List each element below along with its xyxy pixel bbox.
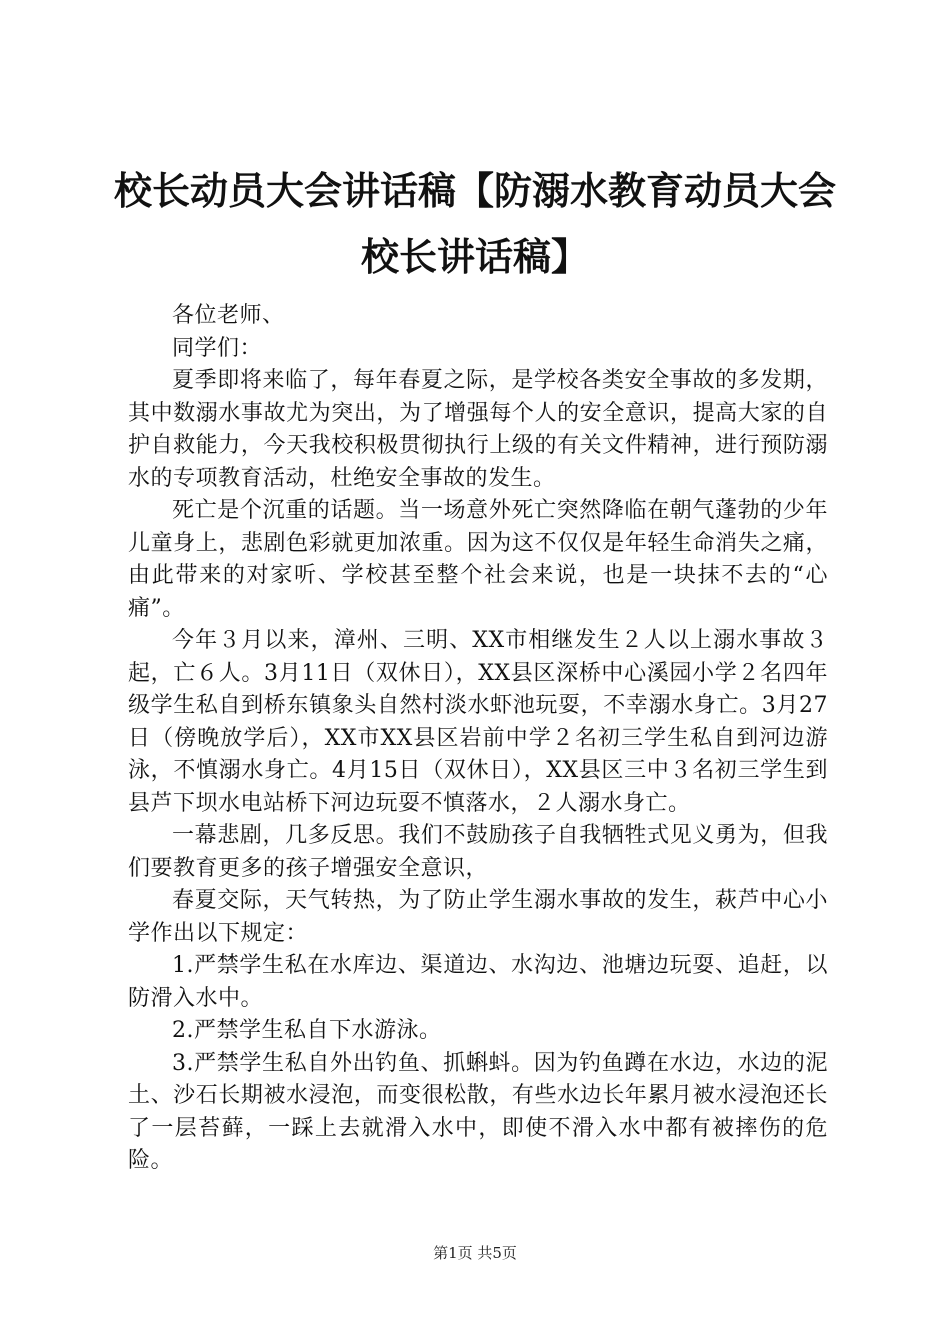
paragraph-intro: 夏季即将来临了，每年春夏之际，是学校各类安全事故的多发期，其中数溺水事故尤为突出，为了增强每个人的安全意识，提高大家的自护自救能力，今天我校积极贯彻执行上级的有关文件精神，进行预防溺水的专项教育活动，杜绝安全事故的发生。 — [128, 368, 828, 491]
rule-item-2: 2.严禁学生私自下水游泳。 — [172, 1018, 442, 1043]
paragraph-reflection: 一幕悲剧，几多反思。我们不鼓励孩子自我牺牲式见义勇为，但我们要教育更多的孩子增强安全意识， — [128, 823, 828, 881]
salutation-line-1: 各位老师、 — [172, 303, 285, 328]
document-title: 校长动员大会讲话稿【防溺水教育动员大会校长讲话稿】 — [113, 169, 836, 279]
paragraph-death: 死亡是个沉重的话题。当一场意外死亡突然降临在朝气蓬勃的少年儿童身上，悲剧色彩就更加浓重。因为这不仅仅是年轻生命消失之痛，由此带来的对家听、学校甚至整个社会来说，也是一块抹不去的“心痛”。 — [128, 498, 828, 621]
rule-item-3: 3.严禁学生私自外出钓鱼、抓蝌蚪。因为钓鱼蹲在水边，水边的泥土、沙石长期被水浸泡，而变很松散，有些水边长年累月被水浸泡还长了一层苔藓，一踩上去就滑入水中，即使不滑入水中都有被摔伤的危险。 — [128, 1050, 828, 1173]
paragraph-rules-intro: 春夏交际，天气转热，为了防止学生溺水事故的发生，萩芦中心小学作出以下规定： — [128, 888, 828, 946]
document-body — [128, 300, 828, 1178]
page-footer: 第1页 共5页 — [433, 1244, 517, 1262]
rule-item-1: 1.严禁学生私在水库边、渠道边、水沟边、池塘边玩耍、追赶，以防滑入水中。 — [128, 953, 828, 1011]
paragraph-incidents: 今年３月以来，漳州、三明、XX市相继发生２人以上溺水事故３起，亡６人。3月11日（双休日），XX县区深桥中心溪园小学２名四年级学生私自到桥东镇象头自然村淡水虾池玩耍，不幸溺水身亡。3月27日（傍晚放学后），XX市XX县区岩前中学２名初三学生私自到河边游泳，不慎溺水身亡。4月15日（双休日），XX县区三中３名初三学生到县芦下坝水电站桥下河边玩耍不慎落水，２人溺水身亡。 — [128, 628, 828, 816]
salutation-line-2: 同学们： — [172, 335, 263, 361]
